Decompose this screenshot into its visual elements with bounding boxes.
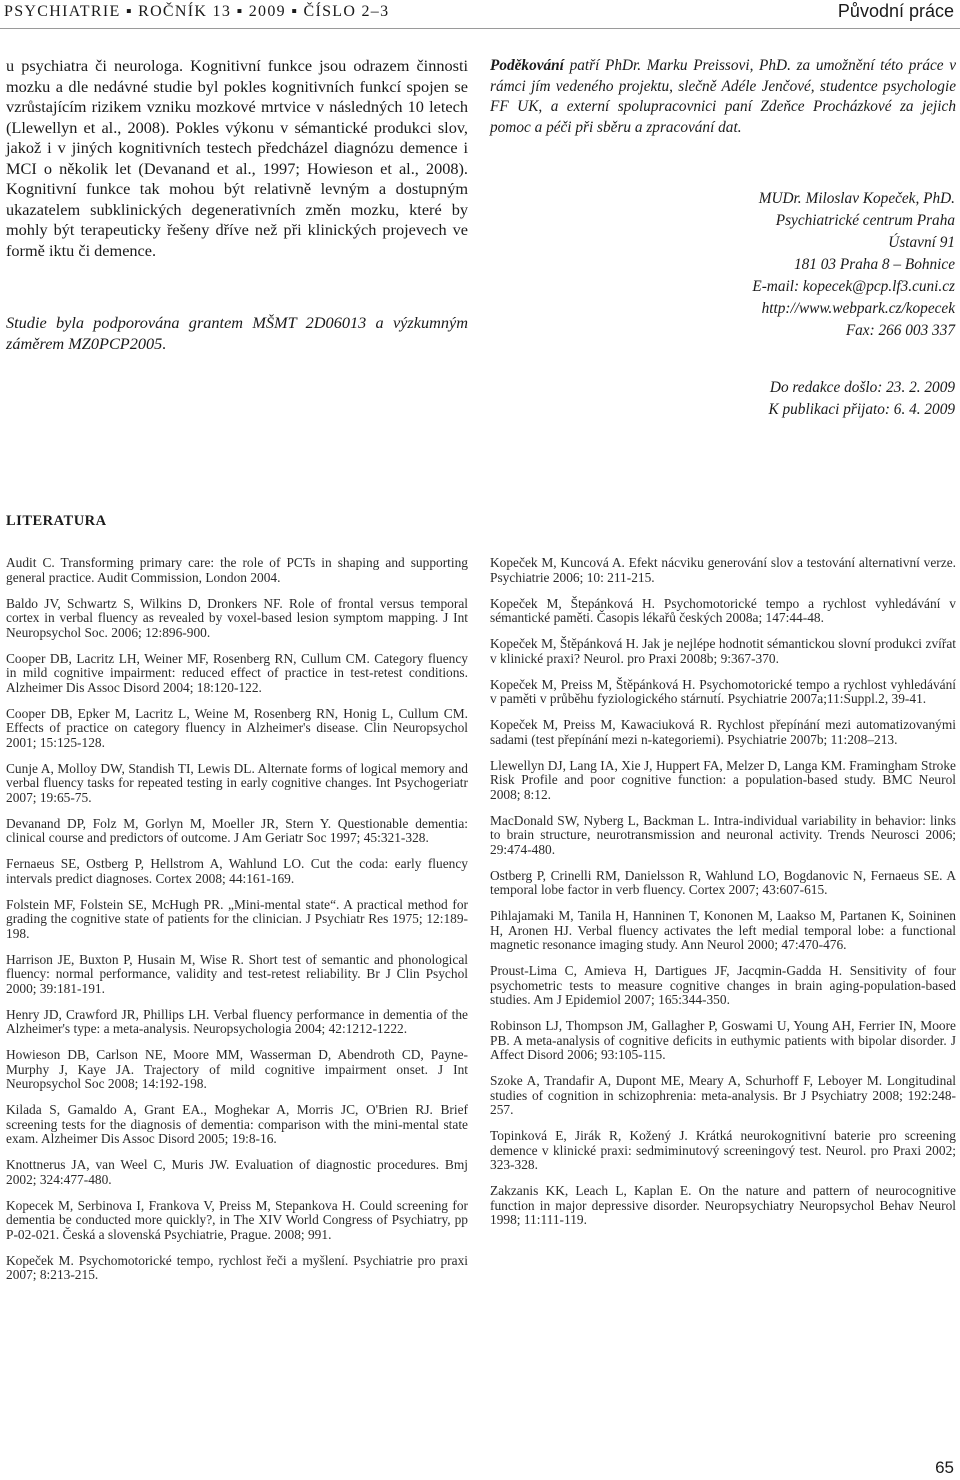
reference-item: Ostberg P, Crinelli RM, Danielsson R, Wahlund LO, Bogdanovic N, Fernaeus SE. A temporal lobe factor in verb fluency. Cortex 2007; 43:607-615. <box>490 867 956 897</box>
reference-item: Cunje A, Molloy DW, Standish TI, Lewis DL. Alternate forms of logical memory and verbal fluency tasks for repeated testing in early cognitive changes. Int Psychogeriatr 2007; 19:65-75. <box>6 760 468 805</box>
author-email: E-mail: kopecek@pcp.lf3.cuni.cz <box>752 278 955 295</box>
reference-item: Howieson DB, Carlson NE, Moore MM, Wasserman D, Abendroth CD, Payne-Murphy J, Kaye JA. Trajectory of mild cognitive impairment onset. J Int Neuropsychol Soc 2008; 14:192-198. <box>6 1047 468 1091</box>
reference-item: Henry JD, Crawford JR, Phillips LH. Verbal fluency performance in dementia of the Alzheimer's type: a meta-analysis. Neuropsychologia 2004; 42:1212-1222. <box>6 1006 468 1036</box>
reference-item: Folstein MF, Folstein SE, McHugh PR. „Mini-mental state“. A practical method for grading the cognitive state of patients for the clinician. J Psychiatr Res 1975; 12:189-198. <box>6 896 468 941</box>
grant-note: Studie byla podporována grantem MŠMT 2D06013 a výzkumným záměrem MZ0PCP2005. <box>6 313 468 353</box>
received-date: Do redakce došlo: 23. 2. 2009 <box>769 379 955 396</box>
reference-item: Llewellyn DJ, Lang IA, Xie J, Huppert FA, Melzer D, Langa KM. Framingham Stroke Risk Profile and poor cognitive function: a population-based study. BMC Neurol 2008; 8:12. <box>490 757 956 802</box>
reference-item: Topinková E, Jirák R, Kožený J. Krátká neurokognitivní baterie pro screening demence v klinické praxi: sedmiminutový screeningový test. Neurol. pro Praxi 2002; 323-328. <box>490 1128 956 1172</box>
reference-item: Devanand DP, Folz M, Gorlyn M, Moeller JR, Stern Y. Questionable dementia: clinical course and predictors of outcome. J Am Geriatr Soc 1997; 45:321-328. <box>6 815 468 845</box>
references-heading: LITERATURA <box>6 513 107 529</box>
reference-item: Harrison JE, Buxton P, Husain M, Wise R. Short test of semantic and phonological fluency: normal performance, validity and test-retest reliability. Br J Clin Psychol 2000; 39:181-191. <box>6 951 468 996</box>
reference-item: Proust-Lima C, Amieva H, Dartigues JF, Jacqmin-Gadda H. Sensitivity of four psychometric tests to measure cognitive changes in brain aging-population-based studies. Am J Epidemiol 2007; 165:344-350. <box>490 963 956 1007</box>
page-number: 65 <box>935 1458 954 1477</box>
editorial-dates <box>575 377 955 421</box>
reference-item: Kopeček M, Štěpánková H. Jak je nejlépe hodnotit sémantickou slovní produkci zvířat v klinické praxi? Neurol. pro Praxi 2008b; 9:367-370. <box>490 636 956 666</box>
reference-item: Kopeček M, Kuncová A. Efekt nácviku generování slov a testování alternativní verze. Psychiatrie 2006; 10: 211-215. <box>490 555 956 585</box>
journal-info: PSYCHIATRIE ▪ ROČNÍK 13 ▪ 2009 ▪ ČÍSLO 2–3 <box>4 3 390 20</box>
reference-item: Kilada S, Gamaldo A, Grant EA., Moghekar A, Morris JC, O'Brien RJ. Brief screening tests for the diagnosis of dementia: comparison with the mini-mental state exam. Alzheimer Dis Assoc Disord 2005; 19:8-16. <box>6 1102 468 1146</box>
reference-item: Kopecek M, Serbinova I, Frankova V, Preiss M, Stepankova H. Could screening for dementia be conducted more quickly?, in The XIV World Congress of Psychiatry, pp P-02-021. Česká a slovenská Psychiatrie, Prague. 2008; 991. <box>6 1197 468 1242</box>
reference-item: Fernaeus SE, Ostberg P, Hellstrom A, Wahlund LO. Cut the coda: early fluency intervals predict diagnoses. Cortex 2008; 44:161-169. <box>6 856 468 886</box>
reference-item: Kopeček M, Štepánková H. Psychomotorické tempo a rychlost vyhledávání v sémantické paměti. Časopis lékařů českých 2008a; 147:44-48. <box>490 595 956 625</box>
references-right-column <box>490 556 956 1239</box>
author-name: MUDr. Miloslav Kopeček, PhD. <box>758 190 955 207</box>
body-paragraph: u psychiatra či neurologa. Kognitivní funkce jsou odrazem činnosti mozku a dle nedávné studie byl pokles kognitivních funkcí spojen se vzrůstajícím rizikem vzniku mozkové mrtvice v následných 10 letech (Llewellyn et al., 2008). Pokles výkonu v sémantické produkci slov, jakož i v jiných kognitivních testech předcházel diagnózu demence i MCI o několik let (Devanand et al., 1997; Howieson et al., 2008). Kognitivní funkce tak mohou být relativně levným a dostupným ukazatelem subklinických degenerativních změn mozku, které by mohly být terapeuticky řešeny dříve než při klinických projevech ve formě iktu či demence. <box>6 56 468 260</box>
reference-item: Robinson LJ, Thompson JM, Gallagher P, Goswami U, Young AH, Ferrier IN, Moore PB. A meta-analysis of cognitive deficits in euthymic patients with bipolar disorder. J Affect Disord 2006; 93:105-115. <box>490 1018 956 1062</box>
author-contact <box>575 188 955 342</box>
reference-item: Zakzanis KK, Leach L, Kaplan E. On the nature and pattern of neurocognitive function in major depressive disorder. Neuropsychiatry Neuropsychol Behav Neurol 1998; 11:111-119. <box>490 1183 956 1227</box>
acknowledgement <box>490 56 956 138</box>
reference-item: Baldo JV, Schwartz S, Wilkins D, Dronkers NF. Role of frontal versus temporal cortex in verbal fluency as revealed by voxel-based lesion symptom mapping. J Int Neuropsychol Soc. 2006; 12:896-900. <box>6 595 468 640</box>
reference-item: Szoke A, Trandafir A, Dupont ME, Meary A, Schurhoff F, Leboyer M. Longitudinal studies of cognition in schizophrenia: meta-analysis. Br J Psychiatry 2008; 192:248-257. <box>490 1073 956 1117</box>
references-left-column <box>6 556 468 1294</box>
section-label: Původní práce <box>837 1 954 21</box>
author-web: http://www.webpark.cz/kopecek <box>761 300 955 317</box>
author-fax: Fax: 266 003 337 <box>845 322 955 339</box>
accepted-date: K publikaci přijato: 6. 4. 2009 <box>768 401 955 418</box>
acknowledgement-lead: Poděkování <box>490 57 564 74</box>
running-header <box>0 0 960 29</box>
reference-item: Knottnerus JA, van Weel C, Muris JW. Evaluation of diagnostic procedures. Bmj 2002; 324:477-480. <box>6 1157 468 1187</box>
reference-item: Pihlajamaki M, Tanila H, Hanninen T, Kononen M, Laakso M, Partanen K, Soininen H, Aronen HJ. Verbal fluency activates the left medial temporal lobe: a functional magnetic resonance imaging study. Ann Neurol 2000; 47:470-476. <box>490 908 956 952</box>
acknowledgement-text: patří PhDr. Marku Preissovi, PhD. za umožnění této práce v rámci jím vedeného projektu, slečně Adéle Jenčové, studentce psychologie FF UK, a externí spolupracovnici paní Zdeňce Procházkové za jejich pomoc a péči při sběru a zpracování dat. <box>490 57 956 136</box>
reference-item: Cooper DB, Lacritz LH, Weiner MF, Rosenberg RN, Cullum CM. Category fluency in mild cognitive impairment: reduced effect of practice in test-retest conditions. Alzheimer Dis Assoc Disord 2004; 18:120-122. <box>6 650 468 695</box>
reference-item: Cooper DB, Epker M, Lacritz L, Weine M, Rosenberg RN, Honig L, Cullum CM. Effects of practice on category fluency in Alzheimer's disease. Clin Neuropsychol 2001; 15:125-128. <box>6 705 468 750</box>
reference-item: Kopeček M. Psychomotorické tempo, rychlost řeči a myšlení. Psychiatrie pro praxi 2007; 8:213-215. <box>6 1252 468 1282</box>
author-city: 181 03 Praha 8 – Bohnice <box>793 256 955 273</box>
author-street: Ústavní 91 <box>888 234 955 251</box>
reference-item: Kopeček M, Preiss M, Kawaciuková R. Rychlost přepínání mezi automatizovanými sadami (test přepínání mezi n-kategoriemi). Psychiatrie 2007b; 11:208–213. <box>490 717 956 747</box>
reference-item: Kopeček M, Preiss M, Štěpánková H. Psychomotorické tempo a rychlost vyhledávání v paměti v průběhu fyziologického stárnutí. Psychiatrie 2007a;11:Suppl.2, 39-41. <box>490 676 956 706</box>
reference-item: Audit C. Transforming primary care: the role of PCTs in shaping and supporting general practice. Audit Commission, London 2004. <box>6 555 468 585</box>
author-institution: Psychiatrické centrum Praha <box>775 212 955 229</box>
reference-item: MacDonald SW, Nyberg L, Backman L. Intra-individual variability in behavior: links to brain structure, neurotransmission and neuronal activity. Trends Neurosci 2006; 29:474-480. <box>490 812 956 857</box>
